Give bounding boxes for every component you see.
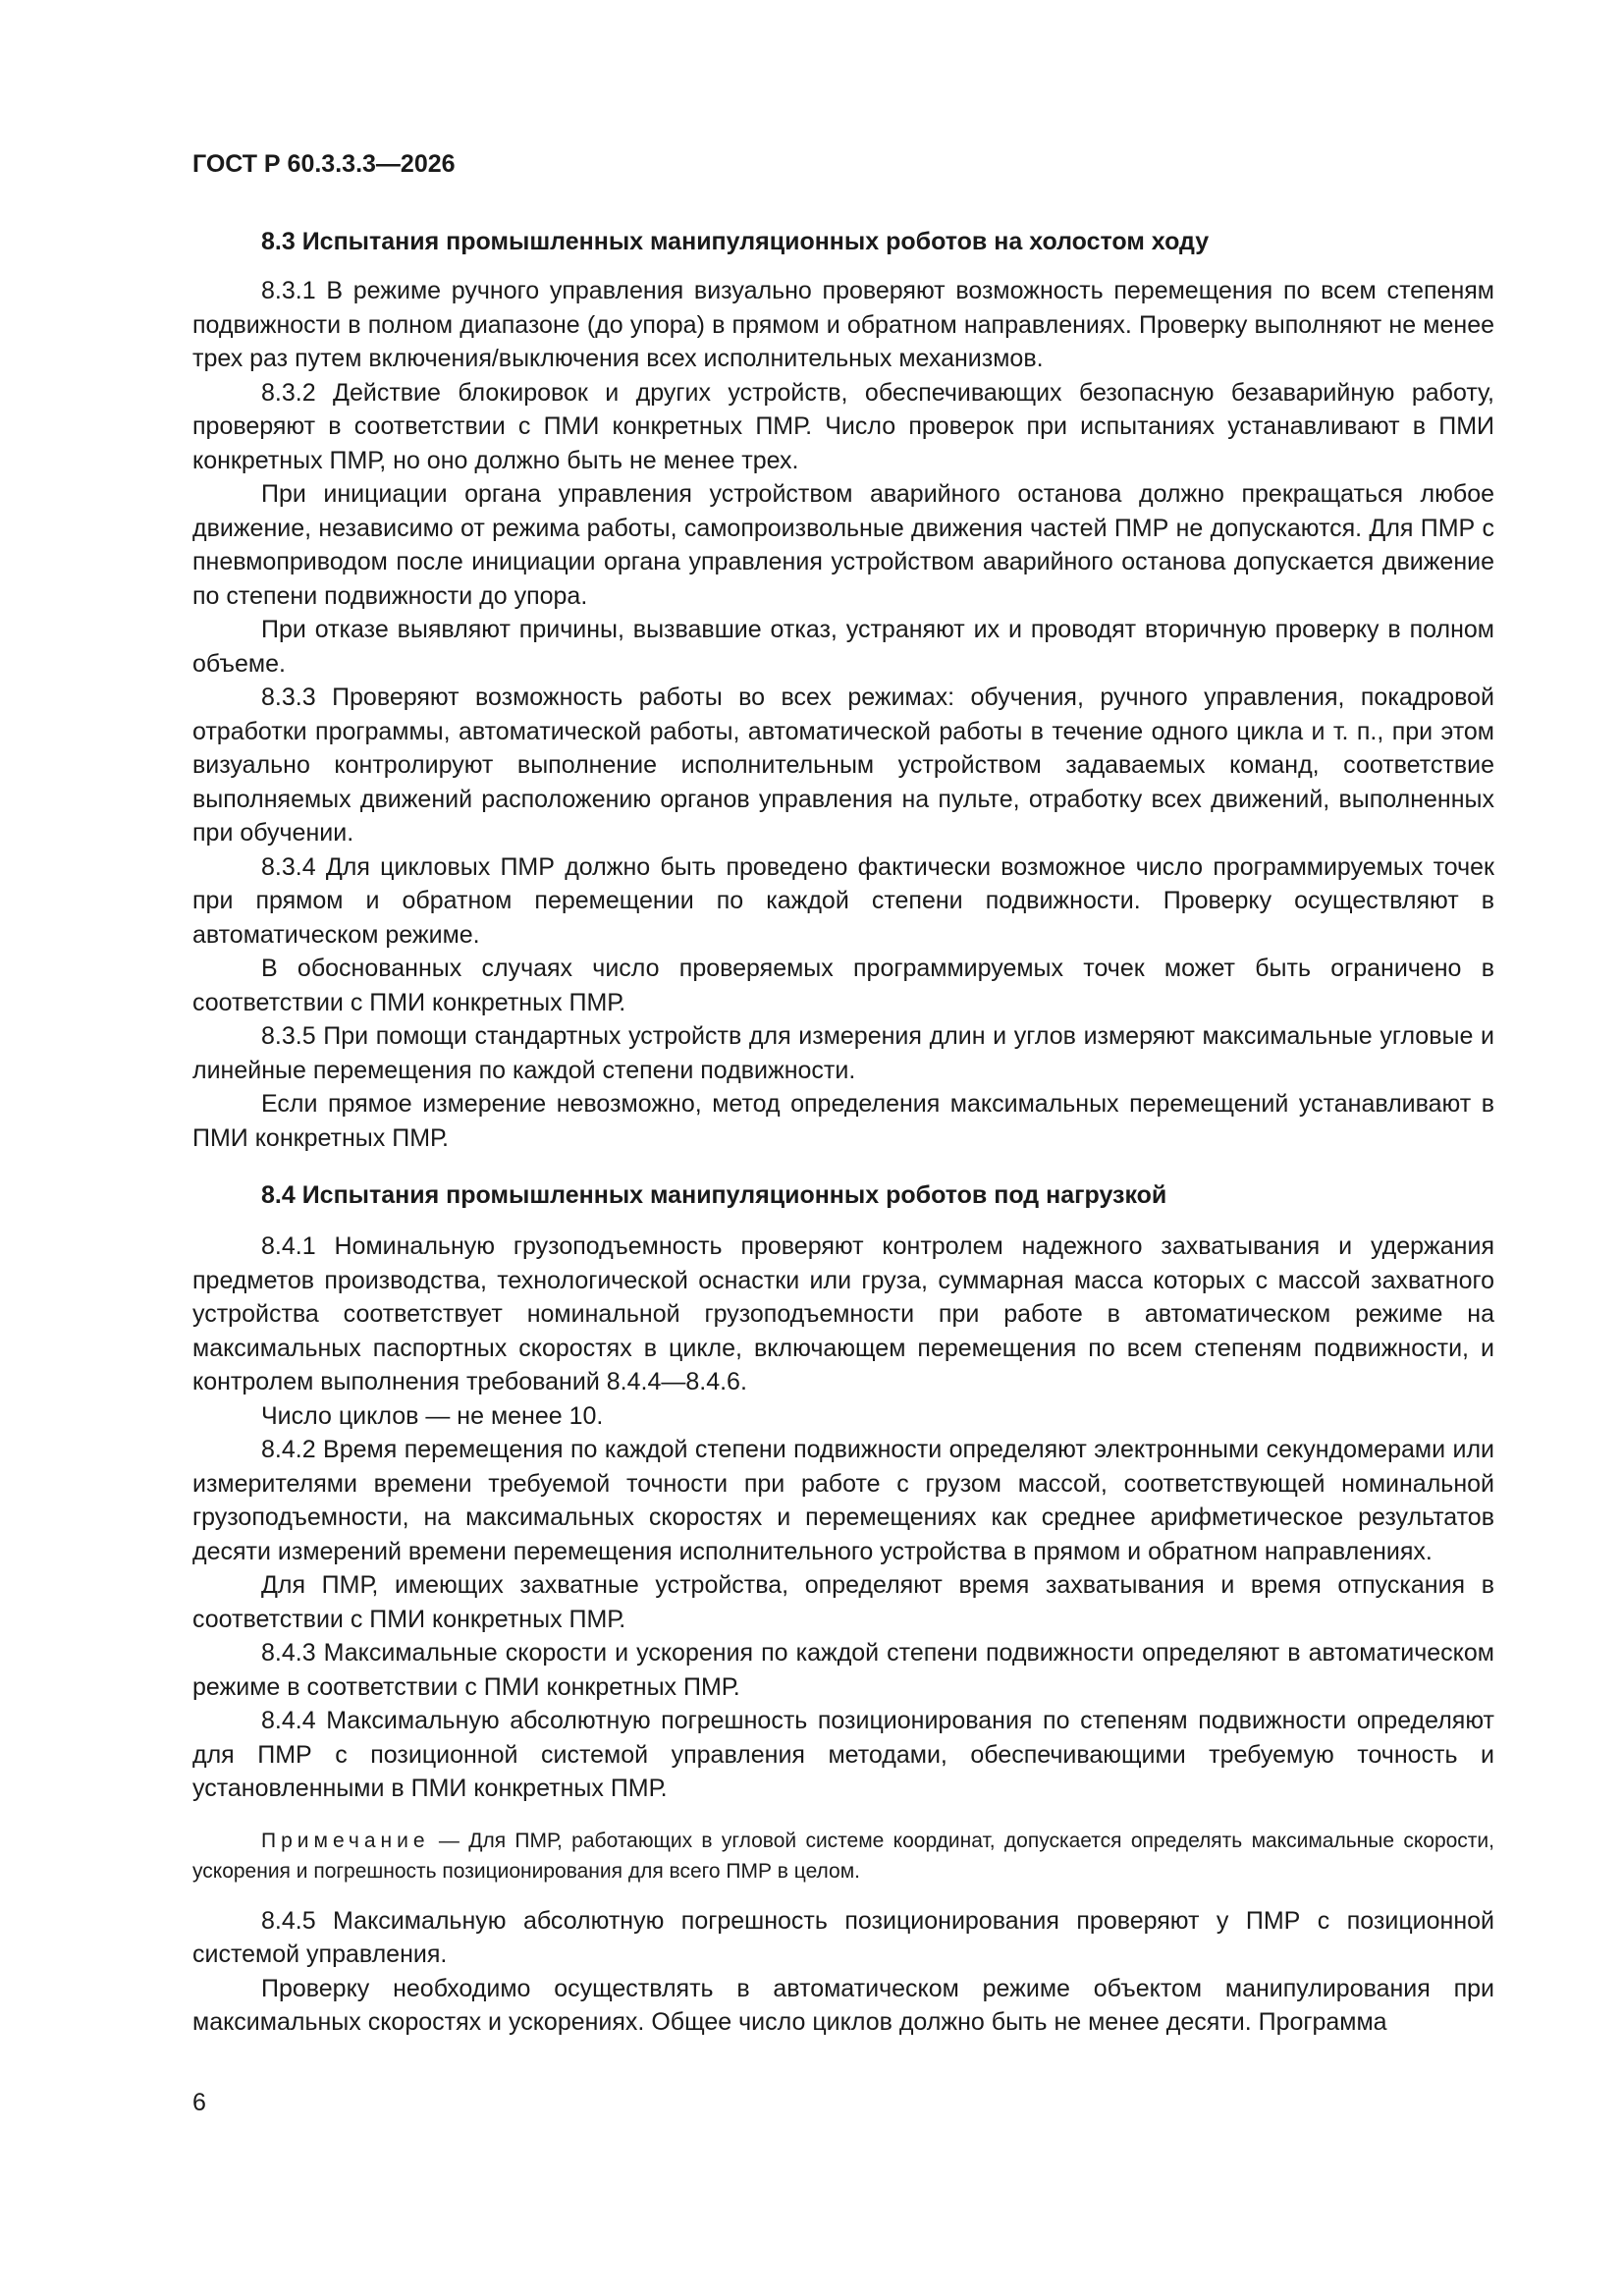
paragraph-8-4-1: 8.4.1 Номинальную грузоподъемность проверяют контролем надежного захватывания и удержания предметов производства, технологической оснастки или груза, суммарная масса которых с массой захватного устройства соответствует номинальной грузоподъемности при работе в автоматическом режиме на максимальных паспортных скоростях в цикле, включающем перемещения по всем степеням подвижности, и контролем выполнения требований 8.4.4—8.4.6. — [192, 1232, 1494, 1395]
paragraph-8-3-2: 8.3.2 Действие блокировок и других устройств, обеспечивающих безопасную безаварийную работу, проверяют в соответствии с ПМИ конкретных ПМР. Число проверок при испытаниях устанавливают в ПМИ конкретных ПМР, но оно должно быть не менее трех. — [192, 378, 1494, 474]
paragraph-8-3-3: 8.3.3 Проверяют возможность работы во всех режимах: обучения, ручного управления, покадровой отработки программы, автоматической работы, автоматической работы в течение одного цикла и т. п., при этом визуально контролируют выполнение исполнительным устройством задаваемых команд, соответствие выполняемых движений расположению органов управления на пульте, отработку всех движений, выполненных при обучении. — [192, 683, 1494, 847]
paragraph-8-4-5: 8.4.5 Максимальную абсолютную погрешность позиционирования проверяют у ПМР с позиционной системой управления. — [192, 1906, 1494, 1968]
paragraph-failure: При отказе выявляют причины, вызвавшие отказ, устраняют их и проводят вторичную проверку в полном объеме. — [192, 616, 1494, 678]
note-text: — Для ПМР, работающих в угловой системе координат, допускается определять максимальные скорости, ускорения и погрешность позиционирования для всего ПМР в целом. — [192, 1829, 1494, 1883]
section-heading-8-3: 8.3 Испытания промышленных манипуляционных роботов на холостом ходу — [261, 228, 1210, 255]
paragraph-emergency-stop: При инициации органа управления устройством аварийного останова должно прекращаться любое движение, независимо от режима работы, самопроизвольные движения частей ПМР не допускаются. Для ПМР с пневмоприводом после инициации органа управления устройством аварийного останова допускается движение по степени подвижности до упора. — [192, 480, 1494, 610]
paragraph-cycle-count: Число циклов — не менее 10. — [261, 1401, 604, 1430]
paragraph-8-4-4: 8.4.4 Максимальную абсолютную погрешность позиционирования по степеням подвижности определяют для ПМР с позиционной системой управления методами, обеспечивающими требуемую точность и установленными в ПМИ конкретных ПМР. — [192, 1707, 1494, 1802]
note-label: Примечание — [261, 1829, 430, 1852]
paragraph-direct-measurement: Если прямое измерение невозможно, метод определения максимальных перемещений устанавливают в ПМИ конкретных ПМР. — [192, 1090, 1494, 1152]
paragraph-limited-points: В обоснованных случаях число проверяемых программируемых точек может быть ограничено в соответствии с ПМИ конкретных ПМР. — [192, 955, 1494, 1016]
paragraph-8-4-2: 8.4.2 Время перемещения по каждой степени подвижности определяют электронными секундомерами или измерителями времени требуемой точности при работе с грузом массой, соответствующей номинальной грузоподъемности, на максимальных скоростях и перемещениях как среднее арифметическое результатов десяти измерений времени перемещения исполнительного устройства в прямом и обратном направлениях. — [192, 1436, 1494, 1565]
paragraph-8-3-4: 8.3.4 Для цикловых ПМР должно быть проведено фактически возможное число программируемых точек при прямом и обратном перемещении по каждой степени подвижности. Проверку осуществляют в автоматическом режиме. — [192, 852, 1494, 949]
document-page — [192, 147, 1494, 2040]
paragraph-gripper-time: Для ПМР, имеющих захватные устройства, определяют время захватывания и время отпускания в соответствии с ПМИ конкретных ПМР. — [192, 1571, 1494, 1633]
paragraph-automatic-check: Проверку необходимо осуществлять в автоматическом режиме объектом манипулирования при максимальных скоростях и ускорениях. Общее число циклов должно быть не менее десяти. Программа — [192, 1974, 1494, 2036]
paragraph-8-3-1: 8.3.1 В режиме ручного управления визуально проверяют возможность перемещения по всем степеням подвижности в полном диапазоне (до упора) в прямом и обратном направлениях. Проверку выполняют не менее трех раз путем включения/выключения всех исполнительных механизмов. — [192, 277, 1494, 372]
note-block — [192, 1826, 1494, 1886]
paragraph-8-4-3: 8.4.3 Максимальные скорости и ускорения по каждой степени подвижности определяют в автоматическом режиме в соответствии с ПМИ конкретных ПМР. — [192, 1639, 1494, 1701]
page-number: 6 — [192, 2089, 206, 2116]
paragraph-8-3-5: 8.3.5 При помощи стандартных устройств для измерения длин и углов измеряют максимальные угловые и линейные перемещения по каждой степени подвижности. — [192, 1022, 1494, 1084]
section-heading-8-4: 8.4 Испытания промышленных манипуляционных роботов под нагрузкой — [261, 1181, 1167, 1209]
document-code-header: ГОСТ Р 60.3.3.3—2026 — [192, 150, 456, 178]
